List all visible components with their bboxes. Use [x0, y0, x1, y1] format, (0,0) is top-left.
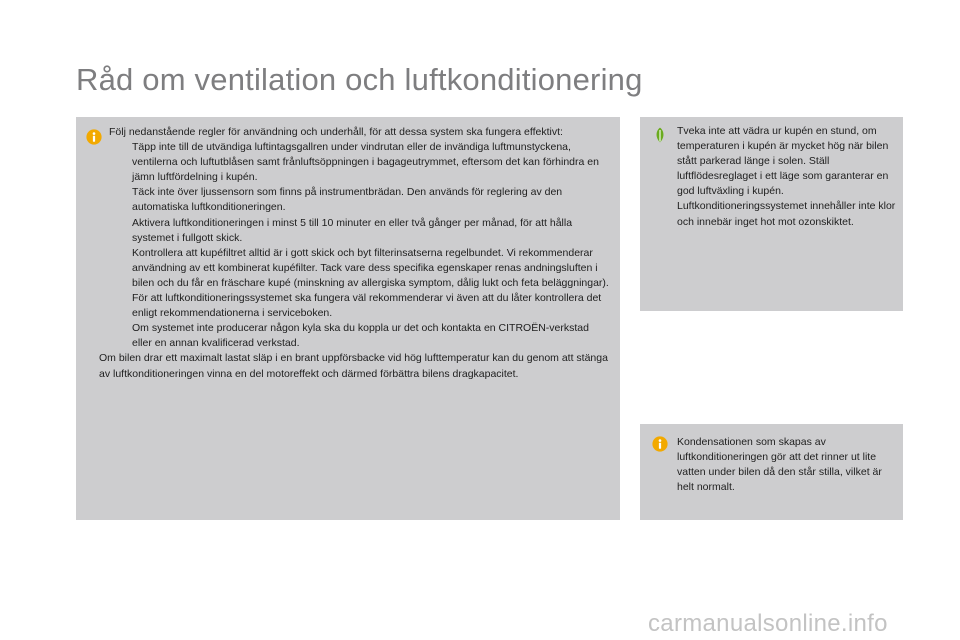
- info-icon: [652, 436, 668, 452]
- page-title: Råd om ventilation och luftkonditionering: [76, 62, 643, 97]
- info-icon: [86, 129, 102, 145]
- rules-outro: Om bilen drar ett maximalt lastat släp i en brant uppförsbacke vid hög lufttemperatur kan du genom att stänga av luftkonditioneringen vinna en del motoreffekt och därmed förbättra bilens dragkapacitet.: [99, 352, 608, 380]
- list-item: Täpp inte till de utvändiga luftintagsgallren under vindrutan eller de invändiga luftmunstyckena, ventilerna och luftutblåsen samt frånluftsöppningen i bagageutrymmet, eftersom det kan förhindra en jämn luftfördelning i kupén.: [132, 141, 599, 184]
- eco-tip-panel: [640, 117, 903, 311]
- condensation-info-panel: [640, 424, 903, 520]
- rules-text: [99, 125, 609, 382]
- leaf-icon: [652, 127, 668, 143]
- list-item: Kontrollera att kupéfiltret alltid är i gott skick och byt filterinsatserna regelbundet. Vi rekommenderar användning av ett kombinerat kupéfilter. Tack vare dess specifika egenskaper renas andningsluften i bilen och du får en fräschare kupé (minskning av allergiska symptom, dålig lukt och feta beläggningar).: [132, 246, 609, 289]
- rules-list: [109, 140, 609, 351]
- rules-intro: Följ nedanstående regler för användning och underhåll, för att dessa system ska fungera effektivt:: [109, 126, 563, 138]
- list-item: För att luftkonditioneringssystemet ska fungera väl rekommenderar vi även att du låter kontrollera det enligt rekommendationerna i serviceboken.: [132, 292, 602, 320]
- condensation-text: Kondensationen som skapas av luftkonditioneringen gör att det rinner ut lite vatten under bilen då den står stilla, vilket är helt normalt.: [677, 436, 882, 494]
- list-item: Om systemet inte producerar någon kyla ska du koppla ur det och kontakta en CITROËN-verkstad eller en annan kvalificerad verkstad.: [132, 322, 589, 350]
- list-item: Aktivera luftkonditioneringen i minst 5 till 10 minuter en eller två gånger per månad, för att hålla systemet i fullgott skick.: [132, 216, 573, 244]
- eco-tip-text: Tveka inte att vädra ur kupén en stund, om temperaturen i kupén är mycket hög när bilen stått parkerad länge i solen. Ställ luftflödesreglaget i ett läge som garanterar en god luftväxling i kupén. Luftkonditioneringssystemet innehåller inte klor och innebär inget hot mot ozonskiktet.: [677, 125, 896, 228]
- ventilation-rules-panel: [76, 117, 620, 520]
- list-item: Täck inte över ljussensorn som finns på instrumentbrädan. Den används för reglering av den automatiska luftkonditioneringen.: [132, 186, 563, 214]
- watermark: carmanualsonline.info: [648, 610, 888, 637]
